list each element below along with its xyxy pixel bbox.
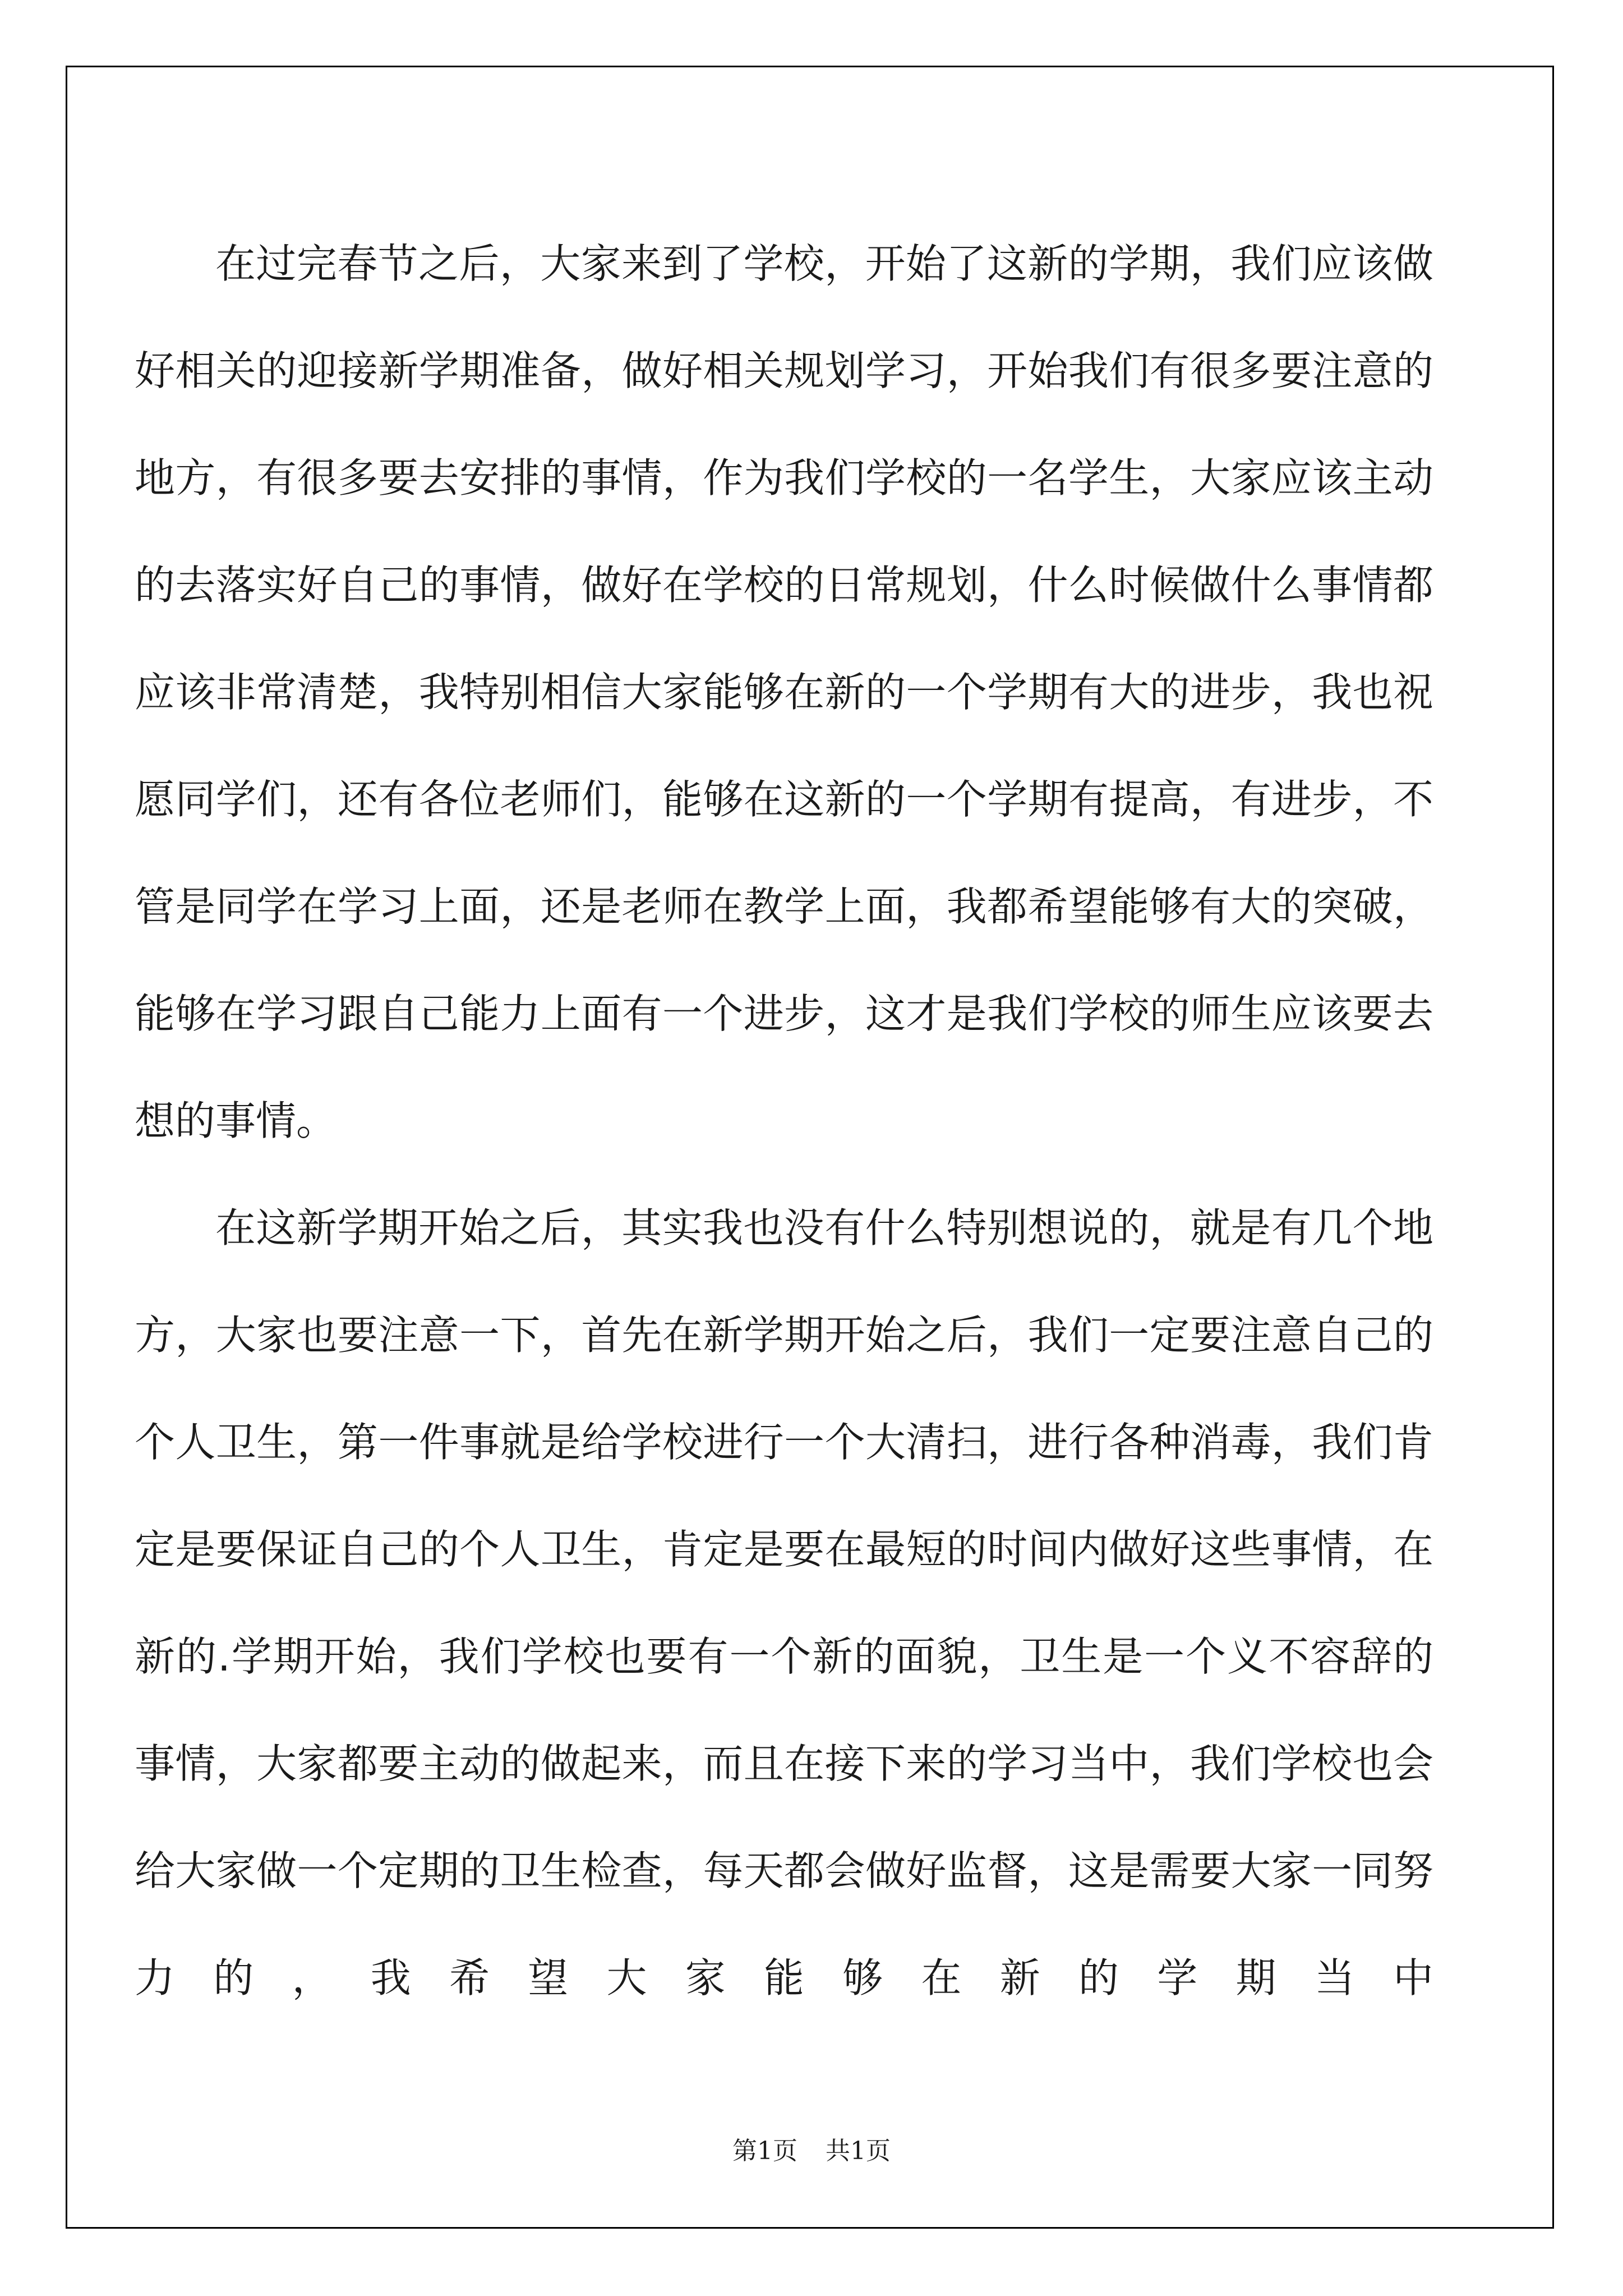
page-total: 共1页 (826, 2137, 891, 2165)
paragraph-1: 在过完春节之后，大家来到了学校，开始了这新的学期，我们应该做好相关的迎接新学期准备，做好相关规划学习，开始我们有很多要注意的地方，有很多要去安排的事情，作为我们学校的一名学生，大家应该主动的去落实好自己的事情，做好在学校的日常规划，什么时候做什么事情都应该非常清楚，我特别相信大家能够在新的一个学期有大的进步，我也祝愿同学们，还有各位老师们，能够在这新的一个学期有提高，有进步，不管是同学在学习上面，还是老师在教学上面，我都希望能够有大的突破，能够在学习跟自己能力上面有一个进步，这才是我们学校的师生应该要去想的事情。 (135, 240, 1433, 1144)
document-body (135, 210, 1433, 2032)
page-footer (0, 2134, 1623, 2168)
page-number: 第1页 (732, 2137, 797, 2165)
paragraph-2: 在这新学期开始之后，其实我也没有什么特别想说的，就是有几个地方，大家也要注意一下，首先在新学期开始之后，我们一定要注意自己的个人卫生，第一件事就是给学校进行一个大清扫，进行各种消毒，我们肯定是要保证自己的个人卫生，肯定是要在最短的时间内做好这些事情，在新的.学期开始，我们学校也要有一个新的面貌，卫生是一个义不容辞的事情，大家都要主动的做起来，而且在接下来的学习当中，我们学校也会给大家做一个定期的卫生检查，每天都会做好监督，这是需要大家一同努力的，我希望大家能够在新的学期当中 (135, 1204, 1433, 2001)
